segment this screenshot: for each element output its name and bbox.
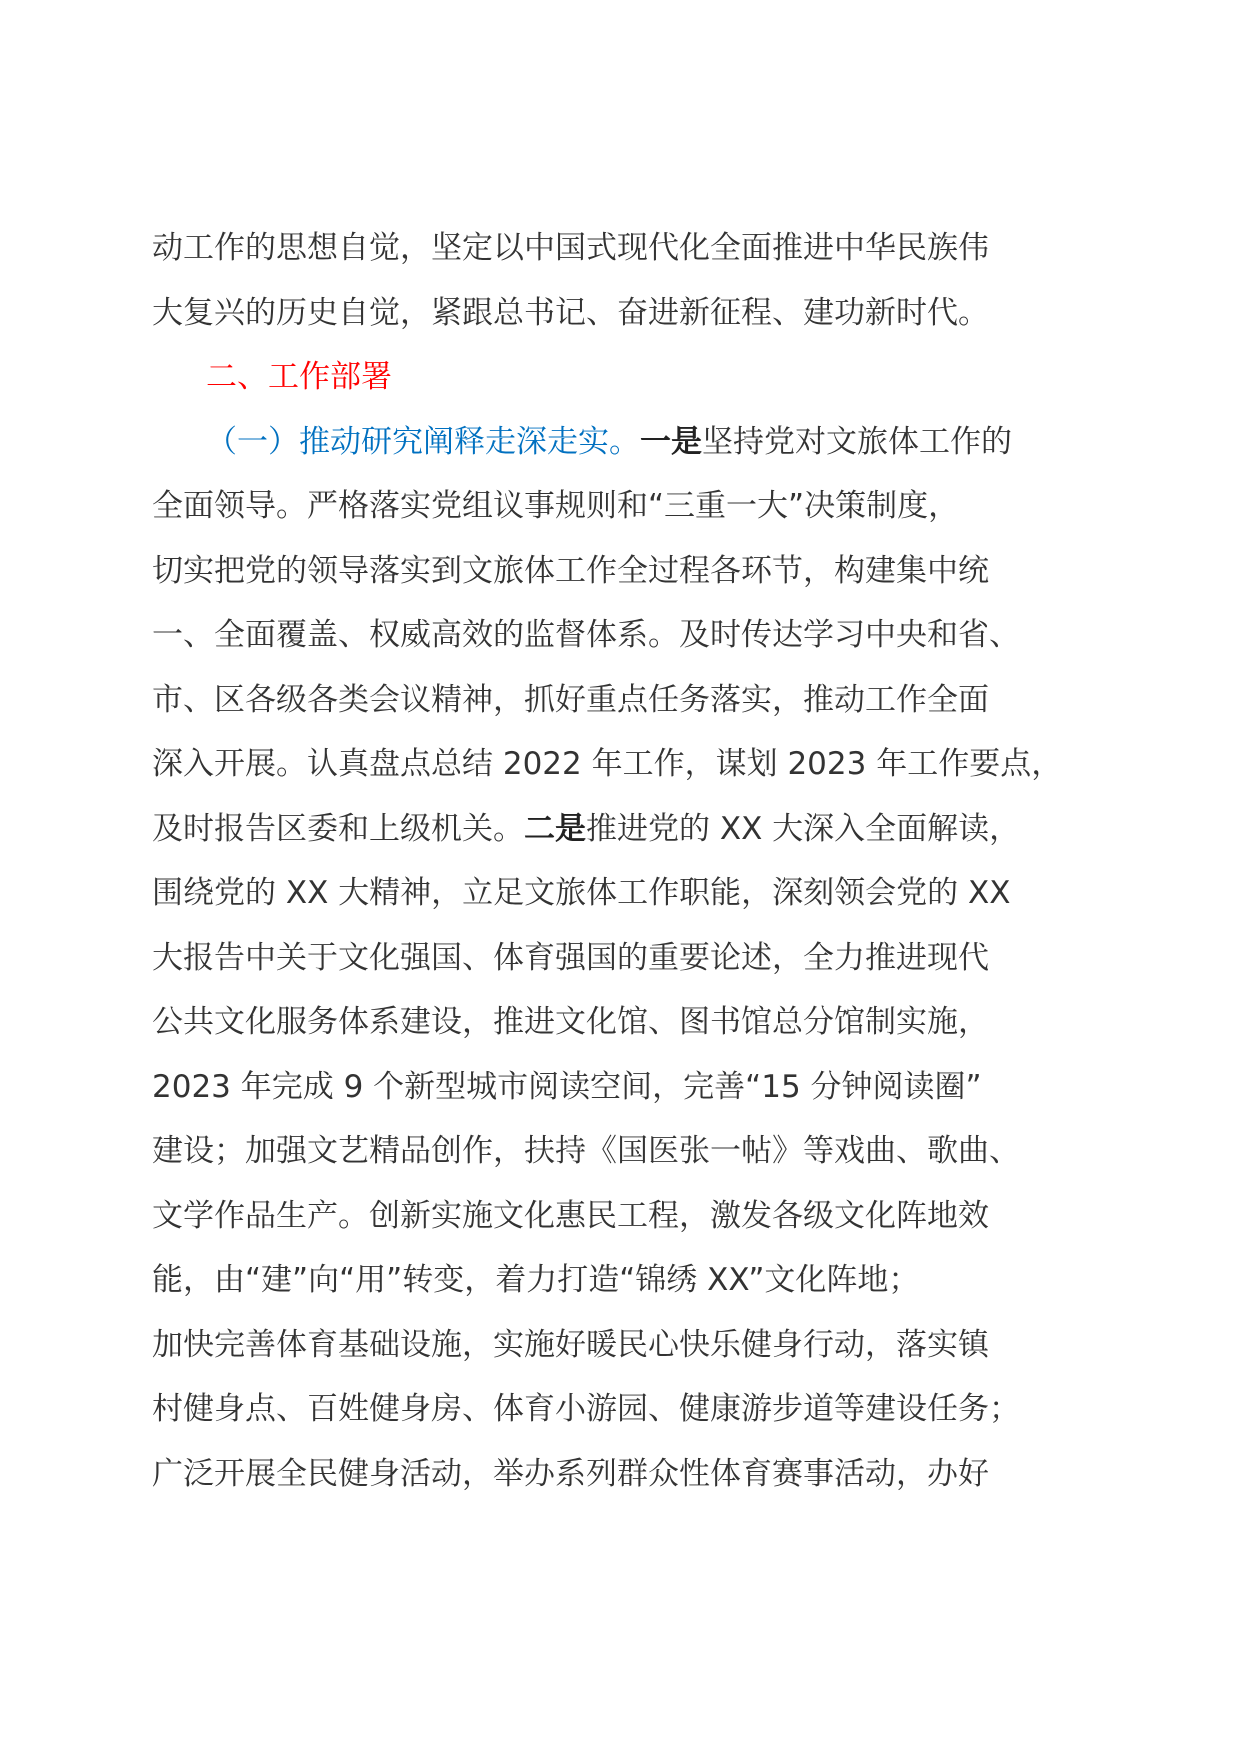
document-body (152, 216, 1112, 1506)
paragraph-line: 深入开展。认真盘点总结 2022 年工作，谋划 2023 年工作要点， (152, 746, 1063, 782)
paragraph-line: 全面领导。严格落实党组议事规则和“三重一大”决策制度， (152, 488, 960, 524)
paragraph-line: 建设；加强文艺精品创作，扶持《国医张一帖》等戏曲、歌曲、 (152, 1133, 1020, 1169)
section-heading: 二、工作部署 (206, 359, 392, 395)
paragraph-line: 村健身点、百姓健身房、体育小游园、健康游步道等建设任务； (152, 1391, 1020, 1427)
paragraph-line: 市、区各级各类会议精神，抓好重点任务落实，推动工作全面 (152, 681, 989, 718)
paragraph-line: 加快完善体育基础设施，实施好暖民心快乐健身行动，落实镇 (152, 1326, 989, 1363)
paragraph-text: 推进党的 XX 大深入全面解读， (586, 810, 1021, 847)
paragraph-line: 2023 年完成 9 个新型城市阅读空间，完善“15 分钟阅读圈” (152, 1068, 982, 1105)
paragraph-text: 坚持党对文旅体工作的 (702, 423, 1012, 460)
paragraph-line: 切实把党的领导落实到文旅体工作全过程各环节，构建集中统 (152, 552, 989, 589)
paragraph-line: 文学作品生产。创新实施文化惠民工程，激发各级文化阵地效 (152, 1197, 989, 1234)
paragraph-line: 大复兴的历史自觉，紧跟总书记、奋进新征程、建功新时代。 (152, 294, 989, 331)
point-marker-two: 二是 (524, 810, 586, 847)
point-marker-one: 一是 (640, 423, 702, 460)
subsection-heading: （一）推动研究阐释走深走实。 (206, 423, 640, 460)
paragraph-line: 能，由“建”向“用”转变，着力打造“锦绣 XX”文化阵地； (152, 1262, 920, 1298)
paragraph-line: 大报告中关于文化强国、体育强国的重要论述，全力推进现代 (152, 939, 989, 976)
paragraph-line: 广泛开展全民健身活动，举办系列群众性体育赛事活动，办好 (152, 1455, 989, 1492)
paragraph-line: 公共文化服务体系建设，推进文化馆、图书馆总分馆制实施， (152, 1004, 989, 1040)
paragraph-line: 围绕党的 XX 大精神，立足文旅体工作职能，深刻领会党的 XX (152, 875, 1011, 911)
paragraph-line: 动工作的思想自觉，坚定以中国式现代化全面推进中华民族伟 (152, 230, 989, 266)
subsection-first-line (152, 410, 1112, 475)
paragraph-text: 及时报告区委和上级机关。 (152, 810, 524, 847)
paragraph-line (152, 797, 1112, 862)
paragraph-line: 一、全面覆盖、权威高效的监督体系。及时传达学习中央和省、 (152, 617, 1020, 653)
